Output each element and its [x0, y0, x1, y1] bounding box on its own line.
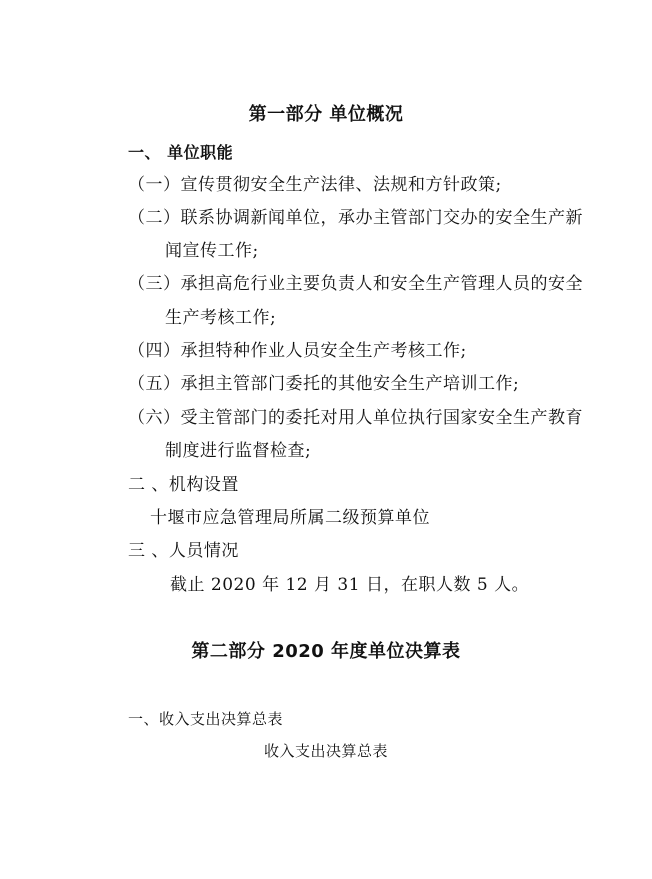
- duty-item-3: [128, 273, 583, 295]
- duty-item-label: （三）: [128, 274, 181, 294]
- duty-item-3-cont: 生产考核工作;: [165, 308, 277, 328]
- duty-item-4: [128, 340, 467, 362]
- duty-item-label: （六）: [128, 408, 181, 428]
- part1-title: 第一部分 单位概况: [248, 104, 404, 125]
- organization-text: 十堰市应急管理局所属二级预算单位: [150, 508, 430, 528]
- staff-text: 截止 2020 年 12 月 31 日，在职人数 5 人。: [170, 575, 530, 595]
- duty-item-label: （一）: [128, 175, 181, 195]
- duty-item-label: （二）: [128, 208, 181, 228]
- duty-item-2-cont: 闻宣传工作;: [165, 241, 259, 261]
- duty-item-5: [128, 373, 519, 395]
- duty-item-label: （四）: [128, 341, 181, 361]
- duty-item-text: 承担高危行业主要负责人和安全生产管理人员的安全: [180, 274, 583, 294]
- duty-item-text: 宣传贯彻安全生产法律、法规和方针政策;: [180, 175, 502, 195]
- part2-section1-heading: 一、收入支出决算总表: [128, 710, 284, 728]
- part2-title: 第二部分 2020 年度单位决算表: [191, 641, 461, 662]
- duty-item-1: [128, 174, 502, 196]
- duty-item-text: 承担特种作业人员安全生产考核工作;: [180, 341, 467, 361]
- section3-heading: 三 、人员情况: [128, 541, 239, 561]
- duty-item-6: [128, 407, 583, 429]
- duty-item-2: [128, 207, 583, 229]
- section2-heading: 二 、机构设置: [128, 475, 239, 495]
- table-title: 收入支出决算总表: [263, 742, 388, 760]
- duty-item-text: 联系协调新闻单位，承办主管部门交办的安全生产新: [180, 208, 583, 228]
- duty-item-label: （五）: [128, 374, 181, 394]
- duty-item-text: 承担主管部门委托的其他安全生产培训工作;: [180, 374, 520, 394]
- duty-item-text: 受主管部门的委托对用人单位执行国家安全生产教育: [180, 408, 583, 428]
- duty-item-6-cont: 制度进行监督检查;: [165, 441, 312, 461]
- section1-heading: 一、 单位职能: [128, 143, 234, 162]
